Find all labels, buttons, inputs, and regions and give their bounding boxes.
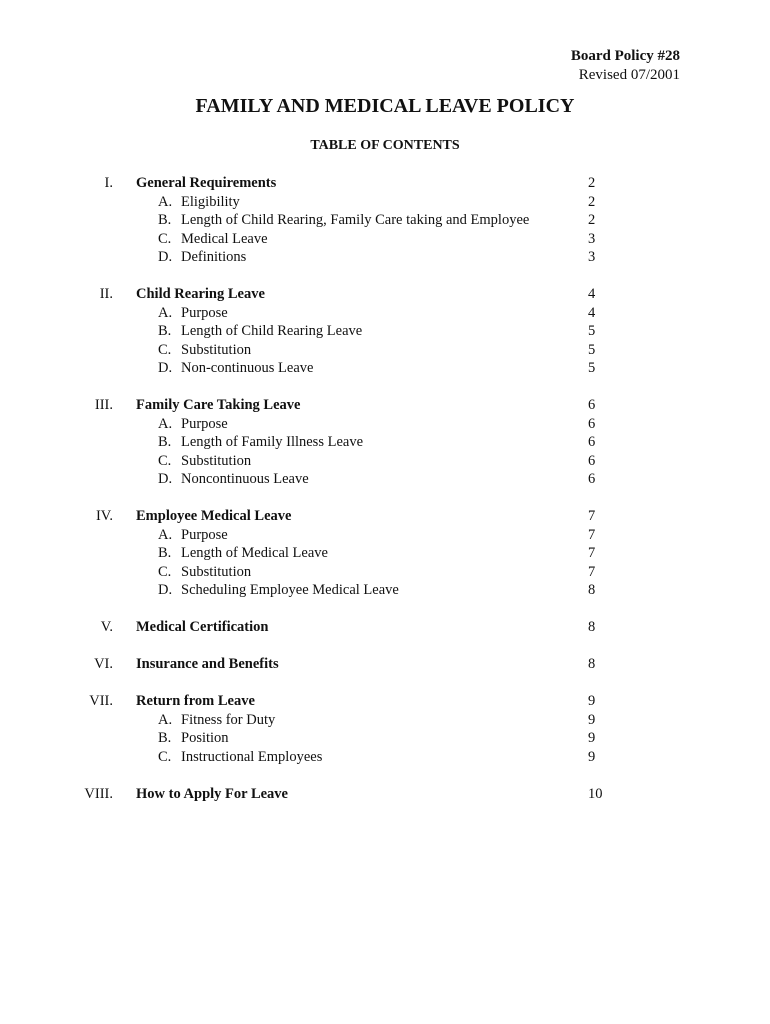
item-title: Length of Family Illness Leave bbox=[181, 434, 364, 450]
section-title: Return from Leave bbox=[136, 693, 255, 709]
item-title: Purpose bbox=[181, 304, 228, 321]
toc-section bbox=[0, 507, 770, 600]
item-letter: B. bbox=[158, 323, 172, 339]
item-title: Non-continuous Leave bbox=[181, 360, 314, 376]
section-numeral: I. bbox=[104, 175, 113, 191]
item-letter: C. bbox=[158, 452, 172, 469]
item-title: Scheduling Employee Medical Leave bbox=[181, 582, 399, 598]
toc-item-row bbox=[0, 711, 770, 730]
item-page-number: 6 bbox=[588, 471, 596, 487]
item-title: Purpose bbox=[181, 526, 228, 543]
toc-item-row bbox=[0, 341, 770, 360]
item-letter: D. bbox=[158, 360, 173, 376]
toc-section bbox=[0, 174, 770, 267]
section-numeral: VIII. bbox=[84, 785, 113, 802]
item-title: Substitution bbox=[181, 341, 252, 358]
item-page-number: 2 bbox=[588, 212, 596, 228]
section-numeral: IV. bbox=[95, 508, 113, 524]
toc-item-row bbox=[0, 415, 770, 434]
toc-section-row bbox=[0, 692, 770, 711]
item-page-number: 5 bbox=[588, 323, 596, 339]
toc-item-row bbox=[0, 193, 770, 212]
item-title: Instructional Employees bbox=[181, 748, 323, 765]
toc-item-row bbox=[0, 729, 770, 748]
toc-section bbox=[0, 396, 770, 489]
policy-header bbox=[571, 47, 680, 85]
toc-section-row bbox=[0, 285, 770, 304]
item-page-number: 6 bbox=[588, 415, 596, 432]
item-title: Medical Leave bbox=[181, 230, 268, 247]
item-letter: C. bbox=[158, 341, 172, 358]
section-page-number: 4 bbox=[588, 286, 596, 302]
section-title: General Requirements bbox=[136, 175, 277, 191]
item-title: Length of Child Rearing Leave bbox=[181, 323, 363, 339]
item-title: Length of Medical Leave bbox=[181, 545, 328, 561]
item-title: Substitution bbox=[181, 563, 252, 580]
toc-item-row bbox=[0, 433, 770, 452]
toc-section bbox=[0, 285, 770, 378]
item-letter: D. bbox=[158, 249, 173, 265]
item-letter: C. bbox=[158, 230, 172, 247]
section-title: How to Apply For Leave bbox=[136, 785, 288, 802]
toc-section-row bbox=[0, 655, 770, 674]
item-title: Substitution bbox=[181, 452, 252, 469]
toc-item-row bbox=[0, 322, 770, 341]
item-page-number: 2 bbox=[588, 193, 596, 210]
item-letter: A. bbox=[158, 304, 173, 321]
section-title: Employee Medical Leave bbox=[136, 508, 292, 524]
section-numeral: III. bbox=[94, 397, 113, 413]
toc-item-row bbox=[0, 359, 770, 378]
toc-item-row bbox=[0, 452, 770, 471]
section-title: Family Care Taking Leave bbox=[136, 397, 301, 413]
section-numeral: II. bbox=[99, 286, 113, 302]
section-numeral: V. bbox=[100, 619, 113, 635]
item-page-number: 7 bbox=[588, 526, 596, 543]
item-page-number: 9 bbox=[588, 730, 596, 746]
section-page-number: 8 bbox=[588, 619, 596, 635]
section-page-number: 7 bbox=[588, 508, 596, 524]
item-page-number: 5 bbox=[588, 341, 596, 358]
item-page-number: 6 bbox=[588, 452, 596, 469]
table-of-contents bbox=[0, 174, 770, 822]
toc-section-row bbox=[0, 396, 770, 415]
item-letter: B. bbox=[158, 545, 172, 561]
section-title: Child Rearing Leave bbox=[136, 286, 265, 302]
toc-section bbox=[0, 618, 770, 637]
toc-item-row bbox=[0, 748, 770, 767]
section-page-number: 10 bbox=[588, 785, 603, 802]
toc-section bbox=[0, 692, 770, 766]
item-title: Position bbox=[181, 730, 229, 746]
toc-section-row bbox=[0, 174, 770, 193]
toc-item-row bbox=[0, 581, 770, 600]
section-page-number: 6 bbox=[588, 397, 596, 413]
item-letter: D. bbox=[158, 582, 173, 598]
item-page-number: 7 bbox=[588, 545, 596, 561]
section-page-number: 9 bbox=[588, 693, 596, 709]
item-page-number: 3 bbox=[588, 249, 596, 265]
policy-number: Board Policy #28 bbox=[570, 48, 680, 64]
item-title: Noncontinuous Leave bbox=[181, 471, 309, 487]
revision-date: Revised 07/2001 bbox=[578, 67, 680, 83]
item-page-number: 8 bbox=[588, 582, 596, 598]
toc-heading: TABLE OF CONTENTS bbox=[310, 138, 460, 153]
toc-item-row bbox=[0, 304, 770, 323]
toc-section bbox=[0, 655, 770, 674]
toc-item-row bbox=[0, 526, 770, 545]
item-page-number: 3 bbox=[588, 230, 596, 247]
item-letter: A. bbox=[158, 415, 173, 432]
section-numeral: VI. bbox=[94, 656, 113, 672]
item-letter: C. bbox=[158, 748, 172, 765]
toc-item-row bbox=[0, 230, 770, 249]
item-page-number: 6 bbox=[588, 434, 596, 450]
document-title: FAMILY AND MEDICAL LEAVE POLICY bbox=[195, 95, 575, 117]
toc-item-row bbox=[0, 470, 770, 489]
section-title: Insurance and Benefits bbox=[136, 656, 279, 672]
item-letter: A. bbox=[158, 193, 173, 210]
section-page-number: 2 bbox=[588, 175, 596, 191]
item-letter: B. bbox=[158, 212, 172, 228]
item-letter: B. bbox=[158, 434, 172, 450]
section-numeral: VII. bbox=[89, 693, 113, 709]
toc-section-row bbox=[0, 618, 770, 637]
item-page-number: 5 bbox=[588, 360, 596, 376]
toc-item-row bbox=[0, 211, 770, 230]
toc-item-row bbox=[0, 248, 770, 267]
item-page-number: 7 bbox=[588, 563, 596, 580]
toc-item-row bbox=[0, 544, 770, 563]
item-title: Eligibility bbox=[181, 193, 240, 210]
toc-section bbox=[0, 785, 770, 804]
section-page-number: 8 bbox=[588, 656, 596, 672]
item-letter: A. bbox=[158, 711, 173, 728]
item-letter: A. bbox=[158, 526, 173, 543]
item-page-number: 4 bbox=[588, 304, 596, 321]
item-page-number: 9 bbox=[588, 748, 596, 765]
toc-section-row bbox=[0, 507, 770, 526]
toc-section-row bbox=[0, 785, 770, 804]
item-title: Purpose bbox=[181, 415, 228, 432]
section-title: Medical Certification bbox=[136, 619, 269, 635]
toc-item-row bbox=[0, 563, 770, 582]
item-title: Length of Child Rearing, Family Care taking and Employee bbox=[181, 212, 530, 228]
item-letter: D. bbox=[158, 471, 173, 487]
item-letter: B. bbox=[158, 730, 172, 746]
item-letter: C. bbox=[158, 563, 172, 580]
item-title: Fitness for Duty bbox=[181, 711, 276, 728]
item-page-number: 9 bbox=[588, 711, 596, 728]
item-title: Definitions bbox=[181, 249, 247, 265]
